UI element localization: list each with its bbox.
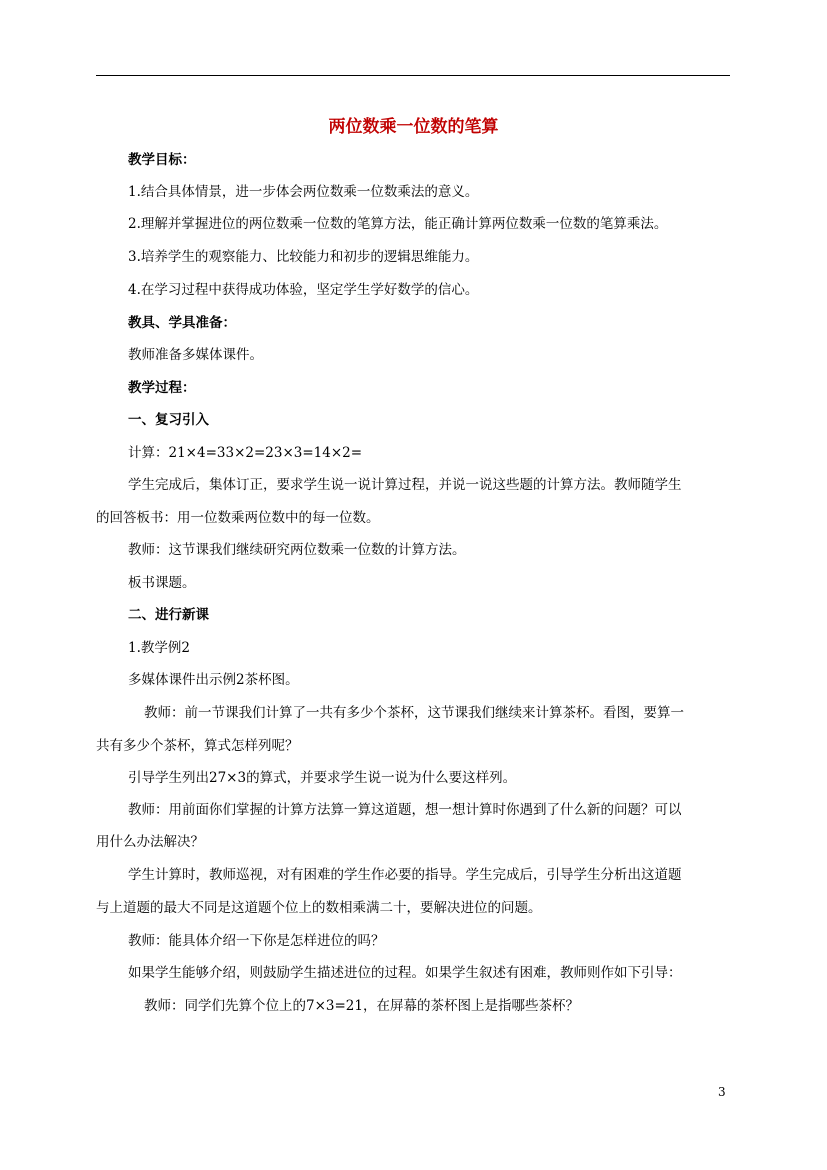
paragraph-line: 如果学生能够介绍，则鼓励学生描述进位的过程。如果学生叙述有困难，教师则作如下引导： (128, 965, 682, 981)
paragraph-line: 用什么办法解决？ (96, 834, 204, 850)
paragraph-line: 与上道题的最大不同是这道题个位上的数相乘满二十，要解决进位的问题。 (96, 900, 542, 916)
heading-review: 一、复习引入 (128, 412, 209, 428)
paragraph-line: 1.结合具体情景，进一步体会两位数乘一位数乘法的意义。 (128, 184, 479, 200)
heading-new-lesson: 二、进行新课 (128, 607, 209, 623)
header-rule (96, 75, 730, 76)
heading-materials: 教具、学具准备： (128, 315, 236, 331)
paragraph-line: 教师：同学们先算个位上的7×3=21，在屏幕的茶杯图上是指哪些茶杯？ (144, 998, 579, 1014)
paragraph-line: 多媒体课件出示例2茶杯图。 (128, 672, 299, 688)
paragraph-line: 板书课题。 (128, 575, 196, 591)
paragraph-line: 的回答板书：用一位数乘两位数中的每一位数。 (96, 510, 380, 526)
paragraph-line: 1.教学例2 (128, 640, 190, 656)
paragraph-line: 学生完成后，集体订正，要求学生说一说计算过程，并说一说这些题的计算方法。教师随学生 (128, 477, 682, 493)
paragraph-line: 计算：21×4=33×2=23×3=14×2= (128, 445, 363, 461)
paragraph-line: 教师：能具体介绍一下你是怎样进位的吗？ (128, 933, 385, 949)
document-title: 两位数乘一位数的笔算 (328, 117, 499, 137)
paragraph-line: 教师准备多媒体课件。 (128, 347, 263, 363)
paragraph-line: 教师：前一节课我们计算了一共有多少个茶杯，这节课我们继续来计算茶杯。看图，要算一 (144, 705, 684, 721)
paragraph-line: 教师：用前面你们掌握的计算方法算一算这道题，想一想计算时你遇到了什么新的问题？可以 (128, 802, 682, 818)
paragraph-line: 共有多少个茶杯，算式怎样列呢？ (96, 738, 299, 754)
paragraph-line: 2.理解并掌握进位的两位数乘一位数的笔算方法，能正确计算两位数乘一位数的笔算乘法。 (128, 216, 668, 232)
paragraph-line: 引导学生列出27×3的算式，并要求学生说一说为什么要这样列。 (128, 770, 517, 786)
paragraph-line: 3.培养学生的观察能力、比较能力和初步的逻辑思维能力。 (128, 249, 479, 265)
paragraph-line: 4.在学习过程中获得成功体验，坚定学生学好数学的信心。 (128, 282, 479, 298)
page-number: 3 (718, 1085, 726, 1099)
paragraph-line: 教师：这节课我们继续研究两位数乘一位数的计算方法。 (128, 542, 466, 558)
heading-objectives: 教学目标： (128, 152, 196, 168)
heading-process: 教学过程： (128, 380, 196, 396)
paragraph-line: 学生计算时，教师巡视，对有困难的学生作必要的指导。学生完成后，引导学生分析出这道题 (128, 867, 682, 883)
